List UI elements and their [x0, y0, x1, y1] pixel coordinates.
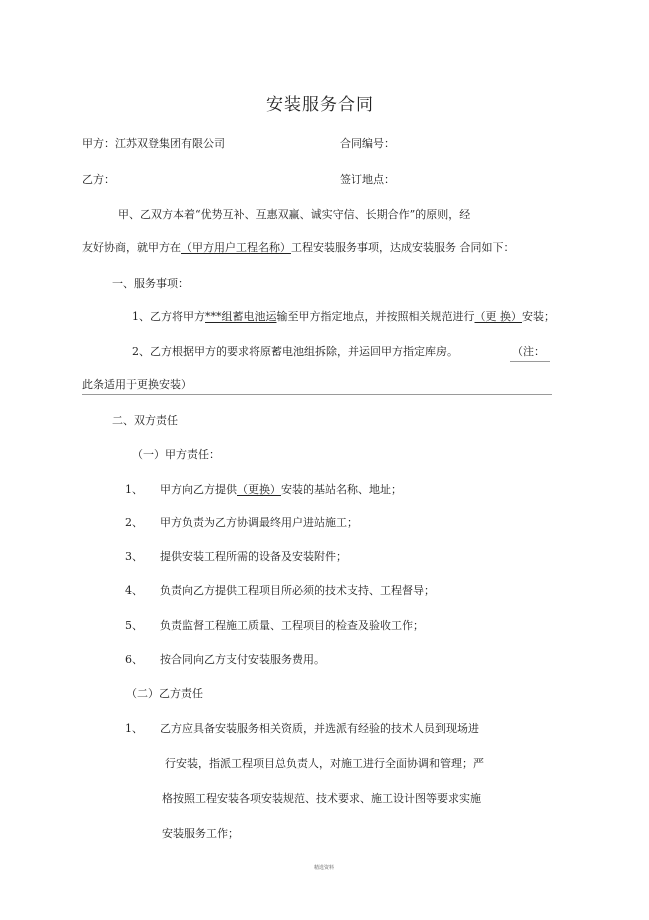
divider-line	[82, 394, 552, 395]
page-footer: 精选资料	[314, 865, 335, 871]
document-title: 安装服务合同	[266, 95, 374, 115]
intro-line-2-post: 工程安装服务事项，达成安装服务 合同如下：	[291, 241, 515, 254]
party-a-duty-1-post: 安装的基站名称、地址；	[281, 483, 402, 496]
section-2-heading: 二、双方责任	[112, 414, 178, 427]
service-item-1-pre: 1、乙方将甲方	[132, 310, 205, 323]
party-b-duty-1-number: 1、	[125, 722, 143, 735]
section-1-heading: 一、服务事项：	[112, 277, 189, 290]
note-underline	[510, 361, 550, 362]
service-item-2-continuation: 此条适用于更换安装）	[82, 378, 192, 391]
battery-group-mark: ***组蓄电池运	[205, 310, 277, 323]
party-b-duties-heading: （二）乙方责任	[126, 687, 203, 700]
contract-number: 合同编号：	[340, 137, 395, 150]
service-item-2-note: （注：	[512, 345, 545, 358]
party-a-duty-1-number: 1、	[125, 483, 143, 496]
sign-place: 签订地点：	[340, 173, 395, 186]
party-a: 甲方：江苏双登集团有限公司	[82, 137, 225, 150]
party-a-duty-4-number: 4、	[125, 584, 143, 597]
intro-line-2-pre: 友好协商，就甲方在	[82, 241, 181, 254]
party-a-duty-4: 负责向乙方提供工程项目所必须的技术支持、工程督导；	[160, 584, 435, 597]
party-b-duty-1-line-2: 行安装，指派工程项目总负责人，对施工进行全面协调和管理；严	[165, 757, 484, 770]
party-a-duty-2: 甲方负责为乙方协调最终用户进站施工；	[160, 516, 358, 529]
party-b-duty-1-line-1: 乙方应具备安装服务相关资质，并选派有经验的技术人员到现场进	[160, 722, 479, 735]
service-item-2: 2、乙方根据甲方的要求将原蓄电池组拆除，并运回甲方指定库房。	[132, 345, 458, 358]
service-item-1-mid: 输至甲方指定地点，并按照相关规范进行	[276, 310, 475, 323]
party-a-duty-5: 负责监督工程施工质量、工程项目的检查及验收工作；	[160, 619, 424, 632]
intro-line-1: 甲、乙双方本着“优势互补、互惠双赢、诚实守信、长期合作”的原则，经	[118, 208, 471, 221]
project-name: （甲方用户工程名称）	[181, 241, 291, 254]
party-a-duty-3-number: 3、	[125, 550, 143, 563]
party-a-duty-6-number: 6、	[125, 653, 143, 666]
party-a-duty-1-pre: 甲方向乙方提供	[160, 483, 237, 496]
party-b-duty-1-line-4: 安装服务工作；	[162, 827, 239, 840]
party-a-duty-1	[160, 482, 402, 498]
party-a-duty-3: 提供安装工程所需的设备及安装附件；	[160, 550, 347, 563]
intro-line-2	[82, 240, 515, 256]
party-b: 乙方：	[82, 173, 115, 186]
party-a-duty-1-mark: （更换）	[237, 483, 281, 496]
change-mark: （更 换）	[474, 310, 522, 323]
service-item-1-post: 安装；	[522, 310, 555, 323]
party-a-duty-5-number: 5、	[125, 619, 143, 632]
party-a-duty-6: 按合同向乙方支付安装服务费用。	[160, 653, 325, 666]
service-item-1	[132, 309, 555, 325]
party-a-duties-heading: （一）甲方责任：	[132, 448, 220, 461]
party-b-duty-1-line-3: 格按照工程安装各项安装规范、技术要求、施工设计图等要求实施	[162, 792, 481, 805]
party-a-duty-2-number: 2、	[125, 516, 143, 529]
